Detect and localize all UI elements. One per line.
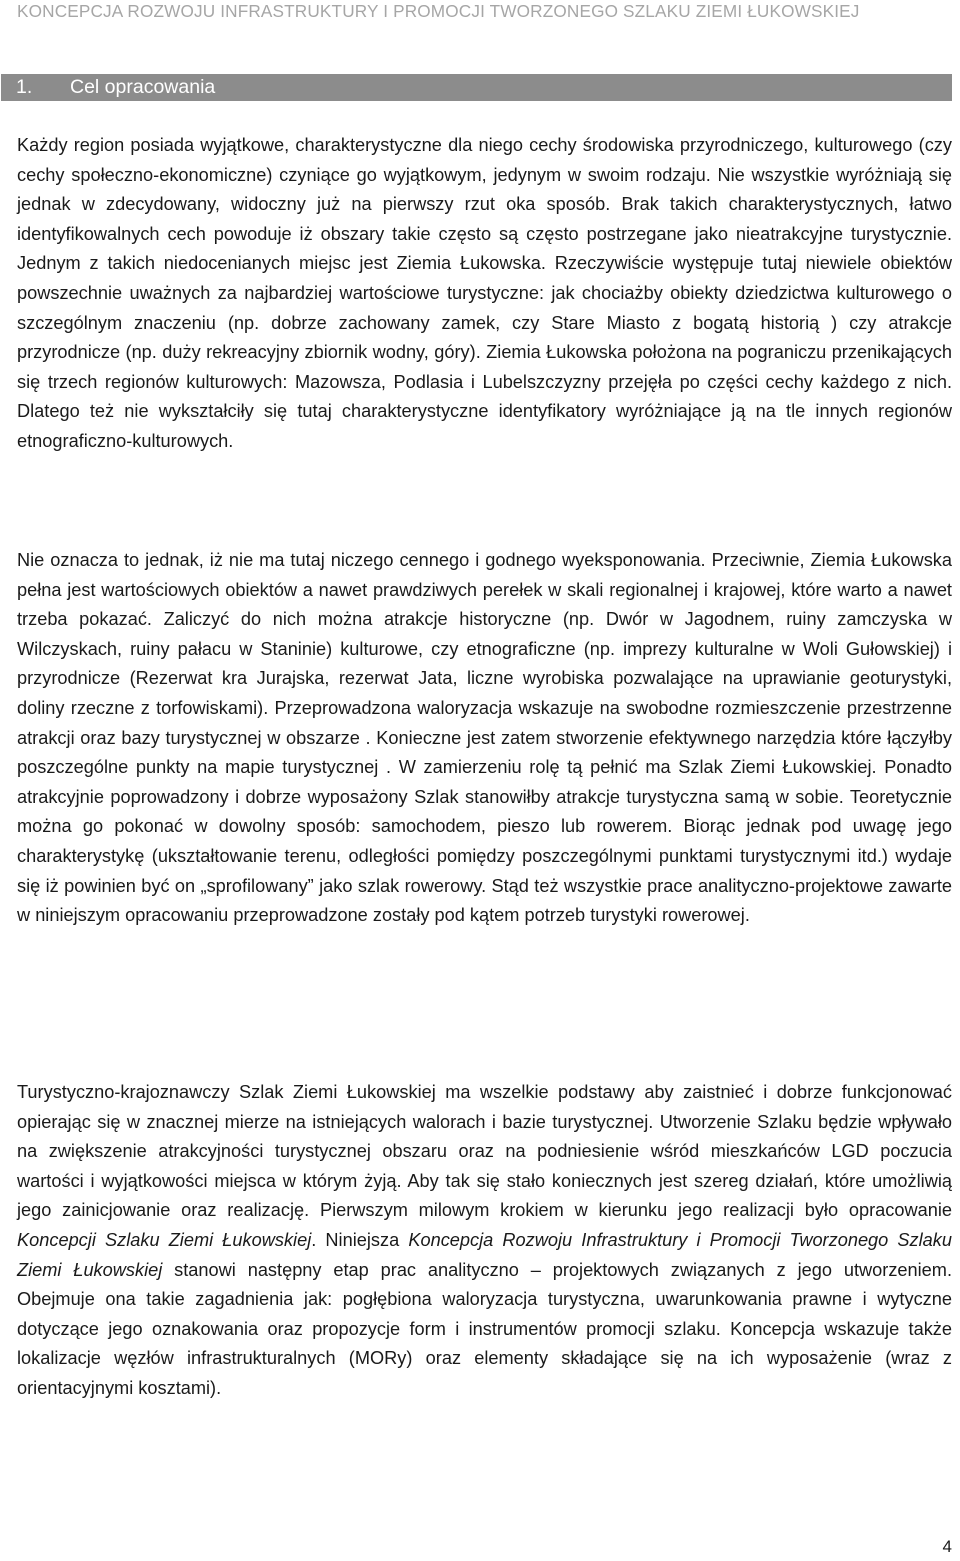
- running-header: KONCEPCJA ROZWOJU INFRASTRUKTURY I PROMOCJI TWORZONEGO SZLAKU ZIEMI ŁUKOWSKIEJ: [17, 1, 860, 21]
- paragraph-3: [17, 1078, 952, 1404]
- paragraph-2: [17, 546, 952, 931]
- paragraph-2-text: Nie oznacza to jednak, iż nie ma tutaj niczego cennego i godnego wyeksponowania. Przeciwnie, Ziemia Łukowska pełna jest wartościowych obiektów a nawet prawdziwych perełek w skali regionalnej i krajowej, które warto a nawet trzeba pokazać. Zaliczyć do nich można atrakcje historyczne (np. Dwór w Jagodnem, ruiny zamczyska w Wilczyskach, ruiny pałacu w Staninie) kulturowe, czy etnograficzne (np. imprezy kulturalne w Woli Gułowskiej) i przyrodnicze (Rezerwat kra Jurajska, rezerwat Jata, liczne wyrobiska pozwalające na uprawianie geoturystyki, doliny rzeczne z torfowiskami). Przeprowadzona waloryzacja wskazuje na swobodne rozmieszczenie przestrzenne atrakcji oraz bazy turystycznej w obszarze . Konieczne jest zatem stworzenie efektywnego narzędzia które łączyłby poszczególne punkty na mapie turystycznej . W zamierzeniu rolę tą pełnić ma Szlak Ziemi Łukowskiej. Ponadto atrakcyjnie poprowadzony i dobrze wyposażony Szlak stanowiłby atrakcje turystyczna samą w sobie. Teoretycznie można go pokonać w dowolny sposób: samochodem, pieszo lub rowerem. Biorąc jednak pod uwagę jego charakterystykę (ukształtowanie terenu, odległości pomiędzy poszczególnymi punktami turystycznymi itd.) wydaje się iż powinien być on „sprofilowany” jako szlak rowerowy. Stąd też wszystkie prace analityczno-projektowe zawarte w niniejszym opracowaniu przeprowadzone zostały pod kątem potrzeb turystyki rowerowej.: [17, 550, 952, 926]
- paragraph-3-italic-concept-title: Koncepcji Szlaku Ziemi Łukowskiej: [17, 1229, 312, 1250]
- section-number: 1.: [16, 76, 33, 98]
- paragraph-3-italic-document-title: Koncepcja Rozwoju Infrastruktury i Promocji Tworzonego Szlaku Ziemi Łukowskiej: [17, 1229, 953, 1280]
- paragraph-3-part-a: Turystyczno-krajoznawczy Szlak Ziemi Łukowskiej ma wszelkie podstawy aby zaistnieć i dobrze funkcjonować opierając się w znacznej mierze na istniejących walorach i bazie turystycznej. Utworzenie Szlaku będzie wpływało na zwiększenie atrakcyjności turystycznej obszaru oraz na podniesienie wśród mieszkańców LGD poczucia wartości i wyjątkowości miejsca w którym żyją. Aby tak się stało koniecznych jest szereg działań, które umożliwią jego zainicjowanie oraz realizację. Pierwszym milowym krokiem w kierunku jego realizacji było opracowanie: [17, 1082, 952, 1221]
- paragraph-1-text: Każdy region posiada wyjątkowe, charakterystyczne dla niego cechy środowiska przyrodniczego, kulturowego (czy cechy społeczno-ekonomiczne) czyniące go wyjątkowym, jedynym w swoim rodzaju. Nie wszystkie wyróżniają się jednak w zdecydowany, widoczny już na pierwszy rzut oka sposób. Brak takich charakterystycznych, łatwo identyfikowalnych cech powoduje iż obszary takie często są często postrzegane jako nieatrakcyjne turystycznie. Jednym z takich niedocenianych miejsc jest Ziemia Łukowska. Rzeczywiście występuje tutaj niewiele obiektów powszechnie uważnych za najbardziej wartościowe turystyczne: jak chociażby obiekty dziedzictwa kulturowego o szczególnym znaczeniu (np. dobrze zachowany zamek, czy Stare Miasto z bogatą historią ) czy atrakcje przyrodnicze (np. duży rekreacyjny zbiornik wodny, góry). Ziemia Łukowska położona na pograniczu przenikających się trzech regionów kulturowych: Mazowsza, Podlasia i Lubelszczyzny przejęła po części cechy każdego z nich. Dlatego też nie wykształciły się tutaj charakterystyczne identyfikatory wyróżniające ją na tle innych regionów etnograficzno-kulturowych.: [17, 135, 952, 451]
- paragraph-1: [17, 131, 952, 457]
- page-number: 4: [942, 1537, 952, 1556]
- paragraph-3-part-c: . Niniejsza: [311, 1229, 409, 1250]
- section-heading: [1, 74, 952, 101]
- section-title: Cel opracowania: [70, 76, 216, 98]
- paragraph-3-part-e: stanowi następny etap prac analityczno – projektowych związanych z jego utworzeniem. Obejmuje ona takie zagadnienia jak: pogłębiona waloryzacja turystyczna, uwarunkowania prawne i wytyczne dotyczące jego oznakowania oraz propozycje form i instrumentów promocji szlaku. Koncepcja wskazuje także lokalizacje węzłów infrastrukturalnych (MORy) oraz elementy składające się na ich wyposażenie (wraz z orientacyjnymi kosztami).: [17, 1259, 953, 1398]
- paragraph-3-text: [17, 1078, 952, 1404]
